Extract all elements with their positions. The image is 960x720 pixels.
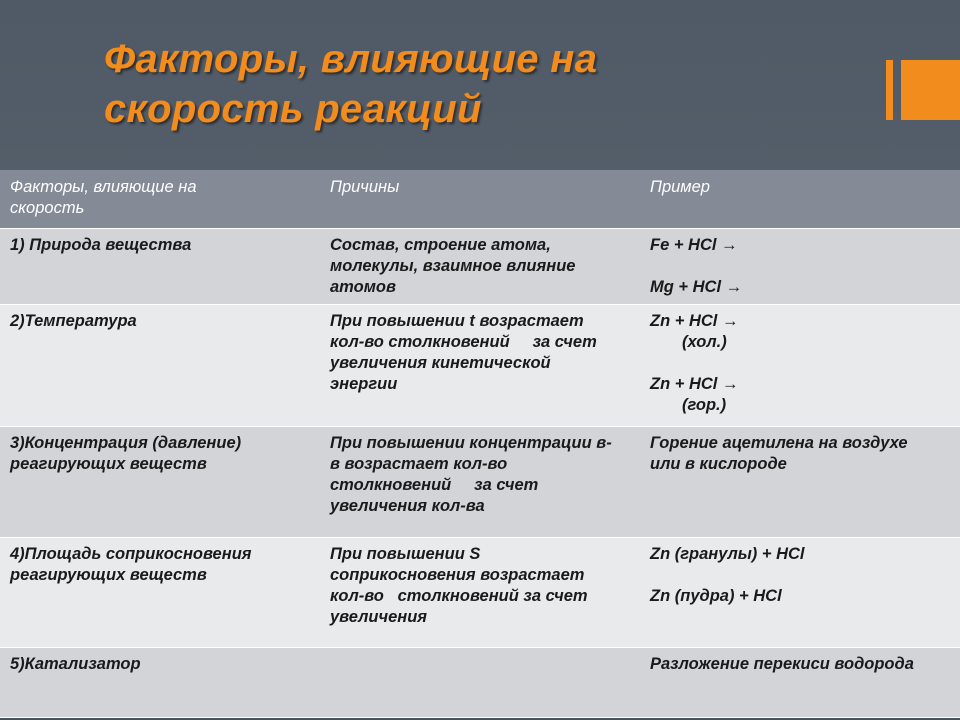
example-cell xyxy=(640,648,960,718)
slide-title xyxy=(104,34,824,134)
cause-line: энергии xyxy=(330,375,398,393)
factor-line: 4)Площадь соприкосновения xyxy=(10,545,252,563)
header-example: Пример xyxy=(640,170,960,229)
cause-line: столкновений за счет xyxy=(330,476,539,494)
cause-cell xyxy=(320,427,640,538)
example-line: Zn + HCl → xyxy=(650,375,739,393)
factor-line: реагирующих веществ xyxy=(10,455,207,473)
decorative-orange-block xyxy=(901,60,960,120)
example-line: (гор.) xyxy=(682,396,727,414)
table-row xyxy=(0,229,960,305)
cause-line: кол-во столкновений за счет xyxy=(330,333,597,351)
example-line: (хол.) xyxy=(682,333,727,351)
factor-line: 1) Природа вещества xyxy=(10,236,192,254)
cause-line: кол-во столкновений за счет xyxy=(330,587,588,605)
cause-line: увеличения xyxy=(330,608,428,626)
decorative-orange-bar xyxy=(886,60,893,120)
example-cell xyxy=(640,427,960,538)
example-cell xyxy=(640,305,960,427)
cause-line: Состав, строение атома, xyxy=(330,236,551,254)
slide-title-line-1: Факторы, влияющие на xyxy=(104,37,598,81)
cause-line: соприкосновения возрастает xyxy=(330,566,585,584)
table-row xyxy=(0,305,960,427)
table-row xyxy=(0,427,960,538)
slide-title-line-2: скорость реакций xyxy=(104,87,482,131)
example-line: или в кислороде xyxy=(650,455,787,473)
factor-cell xyxy=(0,648,320,718)
cause-line: атомов xyxy=(330,278,396,296)
factor-cell xyxy=(0,538,320,648)
example-line: Zn (пудра) + HCl xyxy=(650,587,782,605)
example-cell xyxy=(640,538,960,648)
example-line: Горение ацетилена на воздухе xyxy=(650,434,908,452)
cause-cell xyxy=(320,538,640,648)
factor-line: 5)Катализатор xyxy=(10,655,141,673)
table-header-row xyxy=(0,170,960,229)
example-line: Zn + HCl → xyxy=(650,312,739,330)
factors-table xyxy=(0,170,960,718)
factor-cell xyxy=(0,427,320,538)
cause-cell xyxy=(320,305,640,427)
example-line: Fe + HCl → xyxy=(650,236,738,254)
example-cell xyxy=(640,229,960,305)
table-row xyxy=(0,648,960,718)
header-factors-line-1: Факторы, влияющие на xyxy=(10,178,197,196)
example-line: Mg + HCl → xyxy=(650,278,743,296)
header-factors xyxy=(0,170,320,229)
cause-line: При повышении S xyxy=(330,545,481,563)
factor-cell xyxy=(0,305,320,427)
table-row xyxy=(0,538,960,648)
cause-cell xyxy=(320,229,640,305)
factor-cell xyxy=(0,229,320,305)
factors-table-container xyxy=(0,170,960,716)
example-line: Разложение перекиси водорода xyxy=(650,655,914,673)
cause-line: увеличения кол-ва xyxy=(330,497,485,515)
header-causes: Причины xyxy=(320,170,640,229)
factor-line: 3)Концентрация (давление) xyxy=(10,434,242,452)
cause-line: молекулы, взаимное влияние xyxy=(330,257,576,275)
cause-cell xyxy=(320,648,640,718)
cause-line: При повышении концентрации в- xyxy=(330,434,612,452)
cause-line: увеличения кинетической xyxy=(330,354,551,372)
header-factors-line-2: скорость xyxy=(10,199,85,217)
factor-line: 2)Температура xyxy=(10,312,137,330)
factor-line: реагирующих веществ xyxy=(10,566,207,584)
cause-line: в возрастает кол-во xyxy=(330,455,508,473)
example-line: Zn (гранулы) + HCl xyxy=(650,545,805,563)
cause-line: При повышении t возрастает xyxy=(330,312,584,330)
